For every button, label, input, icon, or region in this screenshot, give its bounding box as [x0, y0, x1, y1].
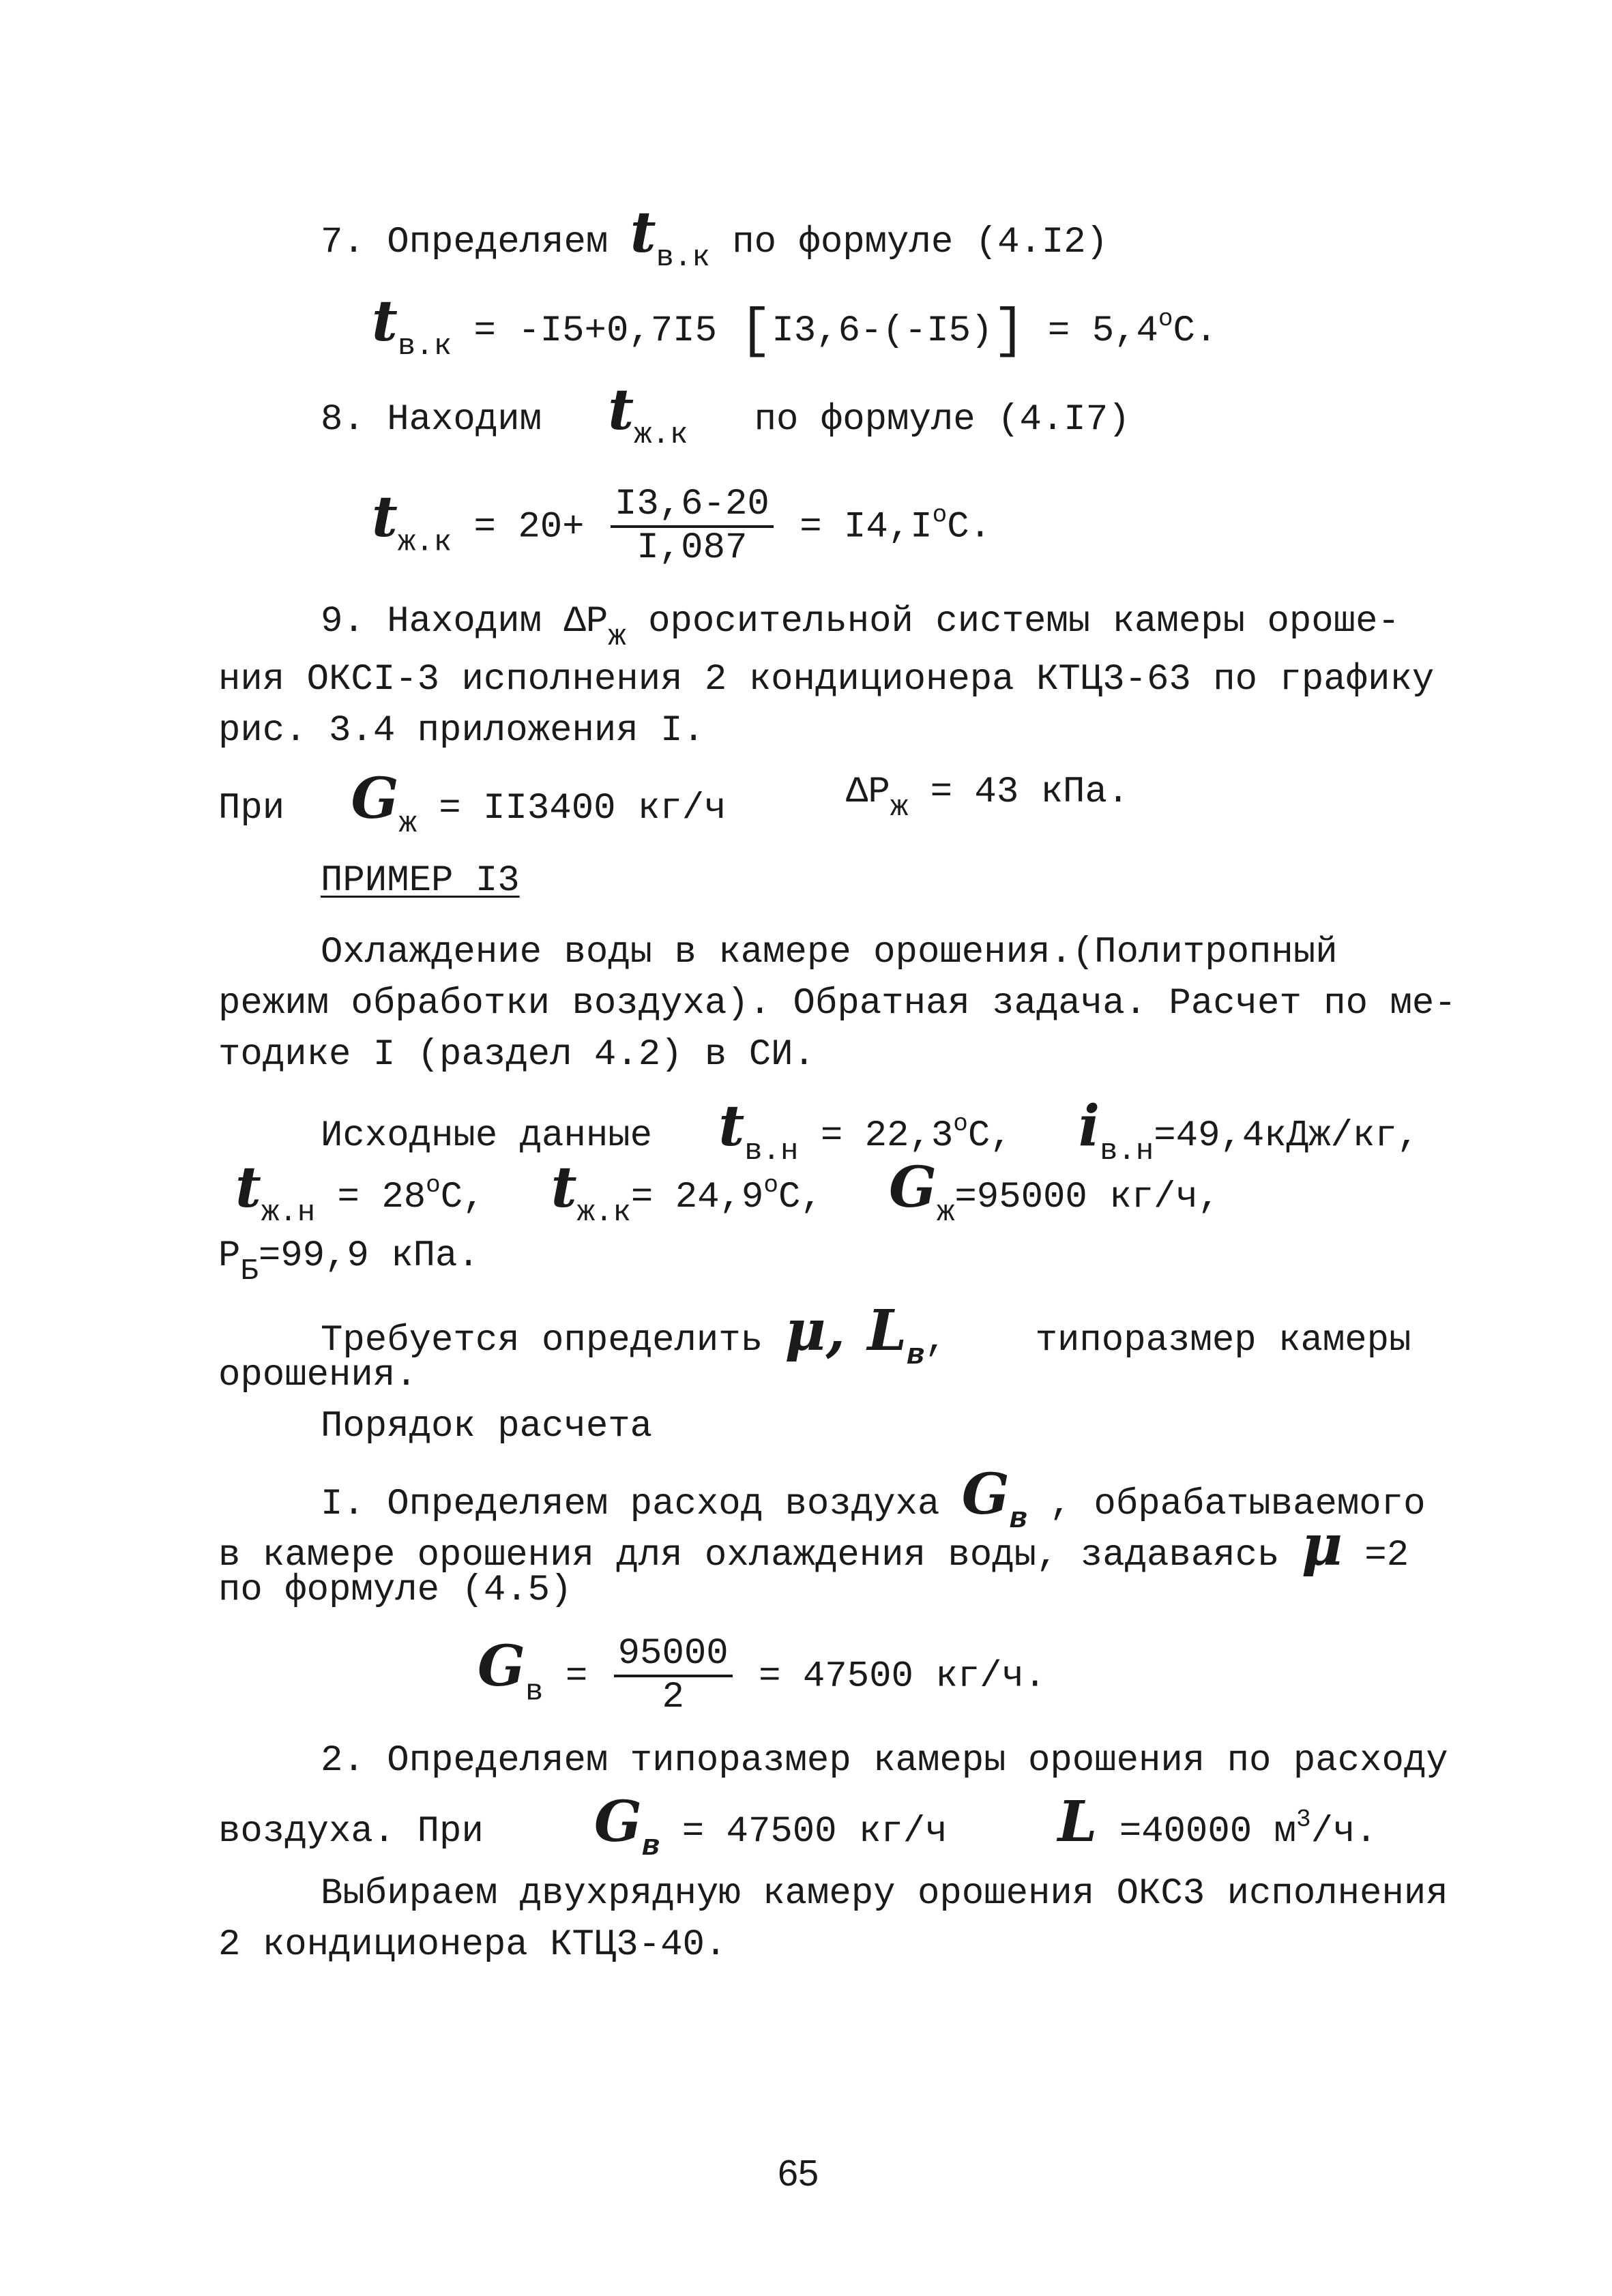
- subscript: в.н: [1100, 1134, 1154, 1168]
- variable-mu: μ,: [785, 1298, 846, 1364]
- text: При: [218, 788, 285, 829]
- subscript: ж: [890, 791, 909, 825]
- superscript: o: [953, 1110, 968, 1138]
- text: 2. Определяем типоразмер камеры орошения по расходу: [321, 1740, 1448, 1782]
- step7-suffix: по формуле (4.I2): [732, 222, 1109, 263]
- subscript: в: [525, 1675, 544, 1709]
- text: ,: [924, 1320, 947, 1362]
- text: C,: [440, 1177, 485, 1218]
- eq-part: = I4,I: [800, 506, 933, 548]
- example-title: [321, 859, 520, 903]
- variable-mu: μ: [1301, 1513, 1343, 1578]
- bracket-close: ]: [993, 301, 1026, 363]
- fraction: [611, 484, 774, 569]
- text: Порядок расчета: [321, 1406, 653, 1447]
- fraction: [614, 1634, 733, 1718]
- subscript: Б: [240, 1254, 259, 1289]
- variable-t: t: [551, 1155, 577, 1220]
- subscript: в: [641, 1830, 660, 1864]
- text: = 43 кПа.: [930, 771, 1130, 813]
- order-heading: [321, 1405, 652, 1449]
- text: Требуется определить: [321, 1320, 763, 1362]
- fraction-numerator: 95000: [614, 1634, 733, 1677]
- step8-line: [321, 377, 1130, 457]
- superscript: 3: [1295, 1806, 1311, 1834]
- subscript: ж: [937, 1196, 955, 1230]
- eq-part: = 5,4: [1047, 310, 1158, 352]
- variable-t: t: [718, 1093, 745, 1159]
- superscript: o: [426, 1171, 441, 1199]
- initial-line3: [218, 1235, 480, 1293]
- text: =95000 кг/ч,: [954, 1177, 1220, 1218]
- subscript: ж.к: [576, 1196, 631, 1230]
- variable-i: i: [1078, 1093, 1100, 1159]
- bracket-open: [: [739, 301, 772, 363]
- initial-line2: [235, 1155, 1220, 1235]
- example-heading: ПРИМЕР I3: [321, 860, 520, 902]
- text: P: [218, 1235, 241, 1277]
- step1-line3: [218, 1569, 572, 1613]
- variable-g: G: [478, 1634, 526, 1700]
- step9-line1: [321, 600, 1400, 659]
- step7-line: [321, 200, 1109, 280]
- fraction-numerator: I3,6-20: [611, 484, 774, 528]
- variable-g: G: [961, 1462, 1010, 1527]
- step2-line2: [218, 1789, 1377, 1869]
- text: =40000 м: [1119, 1811, 1296, 1853]
- step9-line2: [218, 658, 1435, 702]
- step9-line4: [218, 766, 727, 846]
- variable-t: t: [608, 377, 634, 443]
- example-desc1: [321, 931, 1338, 975]
- text: = 28: [337, 1177, 426, 1218]
- step8-suffix: по формуле (4.I7): [754, 399, 1130, 441]
- eq-part: C.: [1173, 310, 1218, 352]
- choice-line2: [218, 1924, 727, 1967]
- text: C,: [778, 1177, 823, 1218]
- subscript: в: [907, 1339, 925, 1373]
- variable-t: t: [372, 484, 398, 550]
- example-desc3: [218, 1033, 815, 1077]
- eq-part: C.: [947, 506, 992, 548]
- variable-g: G: [593, 1789, 642, 1855]
- superscript: o: [1158, 305, 1173, 333]
- text: ΔP: [846, 771, 890, 813]
- variable-l: L: [1057, 1789, 1098, 1855]
- subscript: в.н: [744, 1134, 799, 1168]
- step1-equation: [478, 1634, 1046, 1718]
- required-line1: [321, 1298, 1411, 1378]
- step7-prefix: 7. Определяем: [321, 222, 609, 263]
- text: воздуха. При: [218, 1811, 484, 1853]
- page-number: 65: [778, 2153, 819, 2194]
- text: Выбираем двухрядную камеру орошения ОКС3 исполнения: [321, 1873, 1448, 1915]
- example-desc2: [218, 982, 1456, 1026]
- text: = II3400 кг/ч: [439, 788, 727, 829]
- text: =: [565, 1655, 588, 1698]
- text: рис. 3.4 приложения I.: [218, 710, 705, 752]
- variable-t: t: [630, 200, 656, 265]
- text: , обрабатываемого: [1049, 1484, 1426, 1525]
- fraction-denominator: 2: [662, 1677, 684, 1718]
- step9-line3: [218, 709, 705, 753]
- choice-line1: [321, 1872, 1448, 1916]
- fraction-denominator: I,087: [636, 527, 748, 569]
- text: = 47500 кг/ч.: [759, 1655, 1046, 1698]
- subscript: ж.к: [634, 418, 688, 452]
- text: орошения.: [218, 1355, 417, 1396]
- superscript: o: [932, 501, 948, 529]
- subscript: ж.к: [397, 525, 452, 560]
- text: = 24,9: [630, 1177, 764, 1218]
- eq-part: = -I5+0,7I5: [473, 310, 717, 352]
- subscript: ж: [608, 620, 626, 654]
- eq-part: I3,6-(-I5): [772, 310, 993, 352]
- variable-g: G: [888, 1155, 937, 1220]
- text: тодике I (раздел 4.2) в СИ.: [218, 1034, 815, 1076]
- text: в камере орошения для охлаждения воды, задаваясь: [218, 1535, 1280, 1576]
- text: /ч.: [1310, 1811, 1377, 1853]
- text: = 22,3: [820, 1115, 954, 1157]
- text: =49,4кДж/кг,: [1154, 1115, 1420, 1157]
- text: оросительной системы камеры ороше-: [648, 601, 1400, 643]
- text: 9. Находим ΔP: [321, 601, 609, 643]
- subscript: в: [1009, 1503, 1028, 1537]
- step2-line1: [321, 1739, 1448, 1783]
- text: =2: [1364, 1535, 1409, 1576]
- step8-equation: [372, 484, 991, 569]
- step8-prefix: 8. Находим: [321, 399, 542, 441]
- text: I. Определяем расход воздуха: [321, 1484, 940, 1525]
- step7-equation: [372, 289, 1218, 368]
- subscript: в.к: [397, 329, 452, 364]
- eq-part: = 20+: [473, 506, 585, 548]
- variable-l: L: [867, 1298, 907, 1364]
- subscript: ж: [398, 807, 417, 841]
- variable-g: G: [351, 766, 399, 831]
- text: = 47500 кг/ч: [682, 1811, 948, 1853]
- text: режим обработки воздуха). Обратная задача. Расчет по ме-: [218, 983, 1456, 1025]
- superscript: o: [763, 1171, 778, 1199]
- subscript: в.к: [656, 241, 710, 275]
- text: Исходные данные: [321, 1115, 653, 1157]
- subscript: ж.н: [261, 1196, 316, 1230]
- text: Охлаждение воды в камере орошения.(Политропный: [321, 932, 1338, 973]
- text: 2 кондиционера КТЦ3-40.: [218, 1924, 727, 1966]
- text: =99,9 кПа.: [258, 1235, 480, 1277]
- text: типоразмер камеры: [1035, 1320, 1411, 1362]
- text: ния ОКСI-3 исполнения 2 кондиционера КТЦ3-63 по графику: [218, 659, 1435, 701]
- variable-t: t: [235, 1155, 261, 1220]
- required-line2: [218, 1354, 417, 1398]
- variable-t: t: [372, 289, 398, 354]
- step9-line4-right: [846, 771, 1129, 829]
- text: по формуле (4.5): [218, 1570, 572, 1611]
- text: C,: [967, 1115, 1012, 1157]
